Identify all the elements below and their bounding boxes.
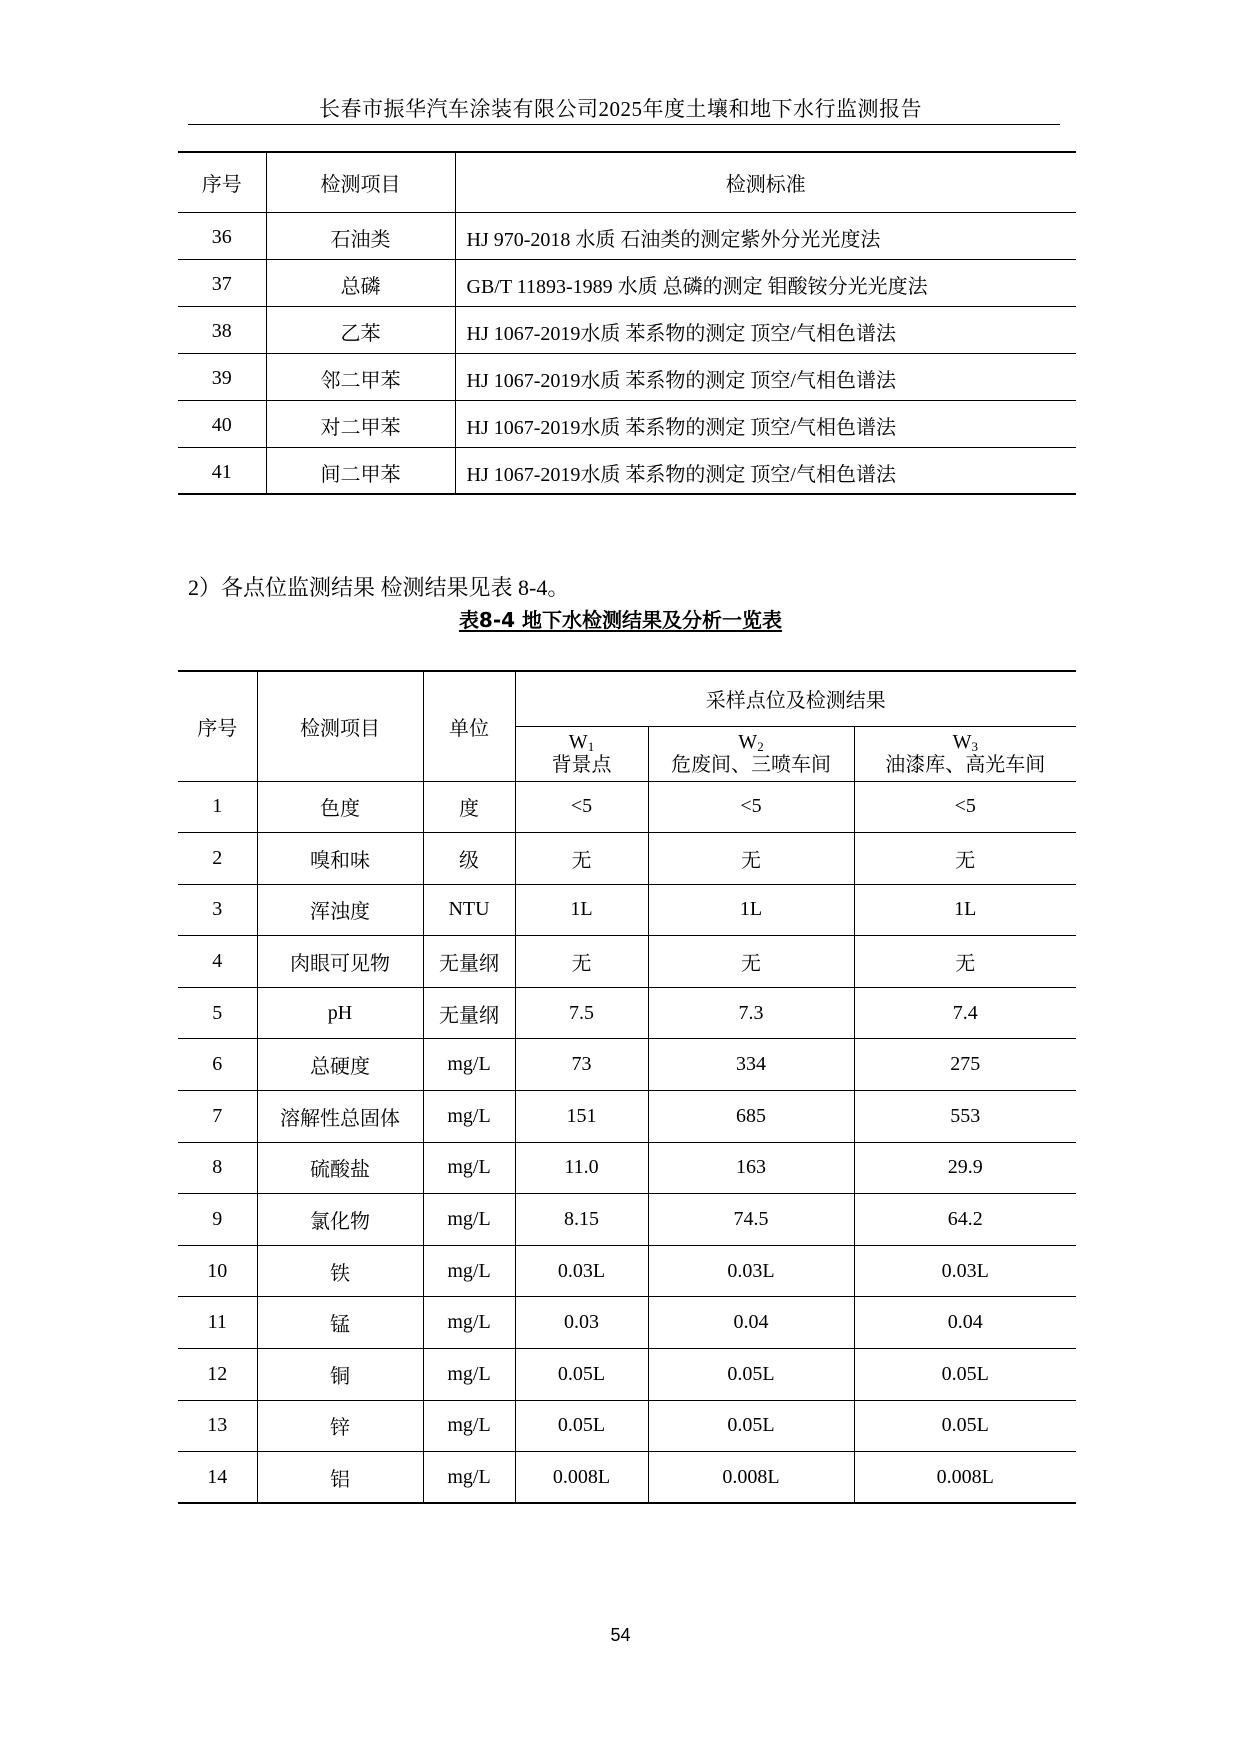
cell-w1: 0.03: [515, 1297, 648, 1349]
table-row: [178, 353, 1076, 400]
cell-w3: 0.008L: [854, 1452, 1076, 1504]
cell-w2: 74.5: [648, 1194, 854, 1246]
cell-seq: 9: [178, 1194, 257, 1246]
cell-w3: 0.03L: [854, 1245, 1076, 1297]
cell-w1: 无: [515, 936, 648, 988]
col-header-unit: 单位: [423, 671, 515, 781]
table-row: [178, 447, 1076, 494]
cell-w3: 0.05L: [854, 1349, 1076, 1401]
cell-item: 硫酸盐: [257, 1142, 423, 1194]
cell-item: 铜: [257, 1349, 423, 1401]
cell-seq: 3: [178, 884, 257, 936]
cell-w3: <5: [854, 781, 1076, 833]
cell-w1: 1L: [515, 884, 648, 936]
cell-w1: 0.05L: [515, 1400, 648, 1452]
col-header-seq: 序号: [178, 671, 257, 781]
table-caption: [0, 604, 1241, 633]
table-caption-text: 表8-4 地下水检测结果及分析一览表: [458, 608, 783, 632]
point-subscript: 1: [587, 738, 595, 754]
cell-seq: 41: [178, 447, 266, 494]
cell-seq: 6: [178, 1039, 257, 1091]
cell-w3: 64.2: [854, 1194, 1076, 1246]
cell-w1: 0.05L: [515, 1349, 648, 1401]
cell-item: 浑浊度: [257, 884, 423, 936]
cell-item: 乙苯: [266, 306, 455, 353]
table-row: [178, 1039, 1076, 1091]
groundwater-results-table: [178, 670, 1076, 1504]
cell-standard: GB/T 11893-1989 水质 总磷的测定 钼酸铵分光光度法: [455, 259, 1076, 306]
cell-seq: 39: [178, 353, 266, 400]
cell-unit: mg/L: [423, 1400, 515, 1452]
cell-w2: 1L: [648, 884, 854, 936]
cell-w2: 0.05L: [648, 1349, 854, 1401]
cell-item: 石油类: [266, 212, 455, 259]
table-row: [178, 1349, 1076, 1401]
cell-w3: 0.05L: [854, 1400, 1076, 1452]
cell-w2: 无: [648, 833, 854, 885]
cell-unit: mg/L: [423, 1297, 515, 1349]
cell-w3: 0.04: [854, 1297, 1076, 1349]
table-row: [178, 781, 1076, 833]
table-row: [178, 987, 1076, 1039]
cell-standard: HJ 970-2018 水质 石油类的测定紫外分光光度法: [455, 212, 1076, 259]
table-row: [178, 259, 1076, 306]
cell-w1: 73: [515, 1039, 648, 1091]
point-name: 背景点: [551, 753, 612, 776]
cell-w1: 无: [515, 833, 648, 885]
cell-seq: 5: [178, 987, 257, 1039]
cell-w1: 11.0: [515, 1142, 648, 1194]
col-header-item: 检测项目: [266, 152, 455, 212]
col-header-point-w3: [854, 726, 1076, 781]
cell-seq: 37: [178, 259, 266, 306]
cell-w2: 163: [648, 1142, 854, 1194]
cell-unit: 级: [423, 833, 515, 885]
header-divider: [188, 124, 1060, 125]
cell-w2: 685: [648, 1091, 854, 1143]
cell-w2: 334: [648, 1039, 854, 1091]
cell-seq: 38: [178, 306, 266, 353]
cell-item: 对二甲苯: [266, 400, 455, 447]
table-row: [178, 1297, 1076, 1349]
cell-w3: 无: [854, 833, 1076, 885]
cell-seq: 8: [178, 1142, 257, 1194]
cell-w2: 0.04: [648, 1297, 854, 1349]
cell-item: 总磷: [266, 259, 455, 306]
table-header-row: [178, 152, 1076, 212]
cell-standard: HJ 1067-2019水质 苯系物的测定 顶空/气相色谱法: [455, 447, 1076, 494]
cell-seq: 2: [178, 833, 257, 885]
cell-seq: 4: [178, 936, 257, 988]
cell-seq: 13: [178, 1400, 257, 1452]
table-row: [178, 1194, 1076, 1246]
cell-unit: 无量纲: [423, 936, 515, 988]
cell-unit: mg/L: [423, 1349, 515, 1401]
table-header-row: [178, 671, 1076, 726]
col-header-sampling-group: 采样点位及检测结果: [515, 671, 1076, 726]
col-header-point-w2: [648, 726, 854, 781]
cell-item: 锰: [257, 1297, 423, 1349]
cell-w3: 无: [854, 936, 1076, 988]
cell-item: 铁: [257, 1245, 423, 1297]
cell-standard: HJ 1067-2019水质 苯系物的测定 顶空/气相色谱法: [455, 353, 1076, 400]
cell-item: 色度: [257, 781, 423, 833]
cell-item: 间二甲苯: [266, 447, 455, 494]
cell-seq: 10: [178, 1245, 257, 1297]
point-code: W: [568, 730, 588, 753]
cell-w2: <5: [648, 781, 854, 833]
point-name: 油漆库、高光车间: [885, 753, 1046, 776]
table-row: [178, 1091, 1076, 1143]
cell-item: pH: [257, 987, 423, 1039]
cell-unit: mg/L: [423, 1142, 515, 1194]
table-row: [178, 884, 1076, 936]
cell-w3: 1L: [854, 884, 1076, 936]
cell-w1: 0.008L: [515, 1452, 648, 1504]
cell-item: 溶解性总固体: [257, 1091, 423, 1143]
cell-w1: 8.15: [515, 1194, 648, 1246]
table-row: [178, 833, 1076, 885]
cell-w2: 0.03L: [648, 1245, 854, 1297]
point-subscript: 3: [971, 738, 978, 754]
cell-seq: 1: [178, 781, 257, 833]
table-row: [178, 306, 1076, 353]
col-header-standard: 检测标准: [455, 152, 1076, 212]
cell-item: 嗅和味: [257, 833, 423, 885]
point-name: 危废间、三喷车间: [671, 753, 831, 776]
cell-item: 邻二甲苯: [266, 353, 455, 400]
cell-unit: mg/L: [423, 1039, 515, 1091]
table-row: [178, 1400, 1076, 1452]
cell-unit: 度: [423, 781, 515, 833]
table-row: [178, 1452, 1076, 1504]
cell-w2: 7.3: [648, 987, 854, 1039]
cell-item: 氯化物: [257, 1194, 423, 1246]
cell-w3: 275: [854, 1039, 1076, 1091]
table-row: [178, 400, 1076, 447]
table-row: [178, 212, 1076, 259]
cell-w2: 0.05L: [648, 1400, 854, 1452]
cell-seq: 12: [178, 1349, 257, 1401]
cell-w3: 7.4: [854, 987, 1076, 1039]
col-header-item: 检测项目: [257, 671, 423, 781]
point-subscript: 2: [757, 738, 764, 754]
cell-unit: mg/L: [423, 1452, 515, 1504]
cell-item: 总硬度: [257, 1039, 423, 1091]
test-standards-table: [178, 151, 1076, 495]
cell-w2: 0.008L: [648, 1452, 854, 1504]
cell-unit: NTU: [423, 884, 515, 936]
page-header-title: 长春市振华汽车涂装有限公司2025年度土壤和地下水行监测报告: [319, 97, 922, 121]
cell-seq: 14: [178, 1452, 257, 1504]
cell-seq: 36: [178, 212, 266, 259]
col-header-point-w1: [515, 726, 648, 781]
table-row: [178, 1142, 1076, 1194]
cell-standard: HJ 1067-2019水质 苯系物的测定 顶空/气相色谱法: [455, 400, 1076, 447]
page-number: 54: [610, 1625, 631, 1645]
point-code: W: [738, 730, 758, 753]
col-header-seq: 序号: [178, 152, 266, 212]
cell-unit: 无量纲: [423, 987, 515, 1039]
cell-item: 铝: [257, 1452, 423, 1504]
cell-unit: mg/L: [423, 1194, 515, 1246]
results-paragraph: 2）各点位监测结果 检测结果见表 8-4。: [188, 575, 570, 600]
cell-standard: HJ 1067-2019水质 苯系物的测定 顶空/气相色谱法: [455, 306, 1076, 353]
cell-unit: mg/L: [423, 1091, 515, 1143]
table-row: [178, 936, 1076, 988]
cell-w1: <5: [515, 781, 648, 833]
cell-seq: 7: [178, 1091, 257, 1143]
cell-item: 肉眼可见物: [257, 936, 423, 988]
cell-seq: 11: [178, 1297, 257, 1349]
cell-w1: 7.5: [515, 987, 648, 1039]
cell-w1: 151: [515, 1091, 648, 1143]
cell-w1: 0.03L: [515, 1245, 648, 1297]
table-row: [178, 1245, 1076, 1297]
point-code: W: [952, 730, 972, 753]
cell-w2: 无: [648, 936, 854, 988]
cell-w3: 553: [854, 1091, 1076, 1143]
cell-item: 锌: [257, 1400, 423, 1452]
cell-seq: 40: [178, 400, 266, 447]
cell-unit: mg/L: [423, 1245, 515, 1297]
cell-w3: 29.9: [854, 1142, 1076, 1194]
